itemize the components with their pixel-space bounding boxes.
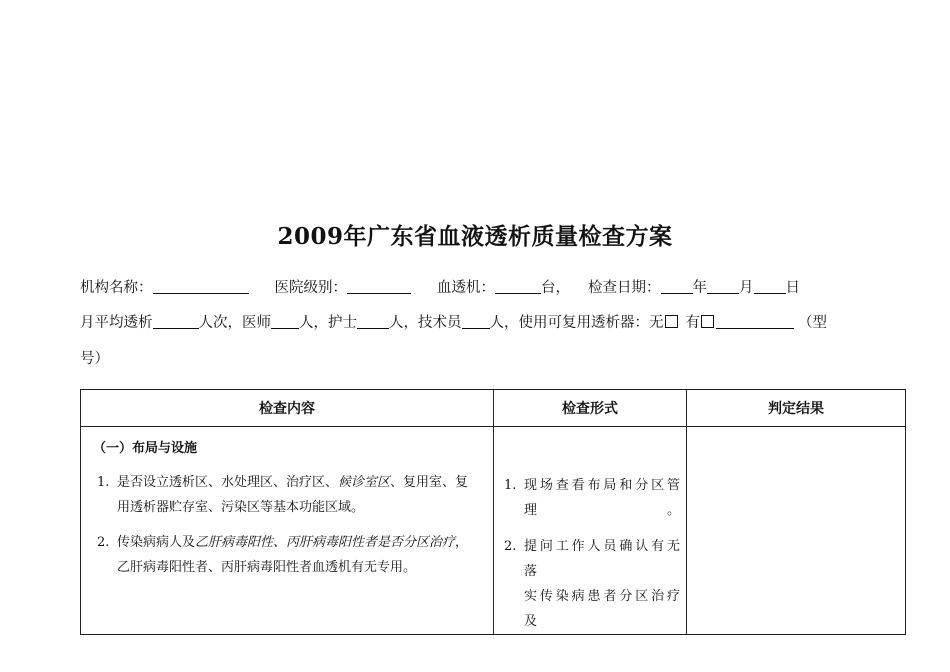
year-label: 年 xyxy=(692,280,707,296)
day-label: 日 xyxy=(785,280,800,296)
list-item xyxy=(97,530,489,580)
item-text: 是否设立透析区、水处理区、治疗区、 xyxy=(117,475,339,490)
item-text: 、复用室、复 xyxy=(390,475,469,490)
no-checkbox[interactable] xyxy=(665,315,678,328)
header-line-1 xyxy=(80,276,800,297)
form-text: 理。 xyxy=(524,503,682,518)
year-blank[interactable] xyxy=(661,279,693,294)
item-text: 传染病病人及 xyxy=(117,535,196,550)
form-text: 现场查看布局和分区管 xyxy=(524,478,682,493)
list-item xyxy=(97,470,489,520)
org-blank[interactable] xyxy=(153,279,249,294)
item-text-italic: 乙肝病毒阳性、丙肝病毒阳性者是否分区治疗 xyxy=(195,535,456,550)
item-number: 1. xyxy=(97,475,110,490)
machine-blank[interactable] xyxy=(495,279,541,294)
header-line-2 xyxy=(80,311,827,332)
monthly-unit: 人次，医师 xyxy=(198,315,271,331)
nurse-unit: 人，技术员 xyxy=(389,315,462,331)
item-text: 乙肝病毒阳性者、丙肝病毒阳性者血透机有无专用。 xyxy=(117,560,417,575)
level-blank[interactable] xyxy=(347,279,411,294)
item-text-italic: 候诊室区 xyxy=(338,475,391,490)
item-text: ， xyxy=(455,535,469,550)
monthly-blank[interactable] xyxy=(153,314,199,329)
list-item xyxy=(504,534,682,634)
form-text: 实传染病患者分区治疗及 xyxy=(524,589,682,629)
machine-label: 血透机： xyxy=(437,280,495,296)
result-cell[interactable] xyxy=(687,427,906,635)
form-cell xyxy=(494,427,687,635)
document-title: 2009年广东省血液透析质量检查方案 xyxy=(277,223,673,250)
header-form: 检查形式 xyxy=(494,390,687,427)
nurse-blank[interactable] xyxy=(357,314,389,329)
date-label: 检查日期： xyxy=(588,280,661,296)
level-label: 医院级别： xyxy=(274,280,347,296)
day-blank[interactable] xyxy=(754,279,786,294)
yes-label: 有 xyxy=(685,315,700,331)
month-blank[interactable] xyxy=(707,279,739,294)
month-label: 月 xyxy=(739,280,754,296)
item-number: 2. xyxy=(97,535,110,550)
item-number: 2. xyxy=(504,539,517,554)
content-cell xyxy=(81,427,494,635)
model-blank[interactable] xyxy=(716,314,794,329)
table-row xyxy=(81,427,906,635)
org-label: 机构名称： xyxy=(80,280,153,296)
header-result: 判定结果 xyxy=(687,390,906,427)
machine-unit: 台， xyxy=(541,280,570,296)
tech-unit: 人，使用可复用透析器：无 xyxy=(489,315,664,331)
tech-blank[interactable] xyxy=(462,314,490,329)
table-header-row xyxy=(81,390,906,427)
list-item xyxy=(504,473,682,523)
inspection-table xyxy=(80,389,906,635)
doctor-blank[interactable] xyxy=(271,314,299,329)
model-label: （型 xyxy=(798,315,827,331)
item-number: 1. xyxy=(504,478,517,493)
item-text: 用透析器贮存室、污染区等基本功能区域。 xyxy=(117,500,365,515)
header-content: 检查内容 xyxy=(81,390,494,427)
form-text: 提问工作人员确认有无落 xyxy=(524,539,682,579)
doctor-unit: 人，护士 xyxy=(299,315,357,331)
yes-checkbox[interactable] xyxy=(701,315,714,328)
monthly-label: 月平均透析 xyxy=(80,315,153,331)
header-line-3: 号） xyxy=(80,351,109,367)
section-title: （一）布局与设施 xyxy=(93,441,198,456)
